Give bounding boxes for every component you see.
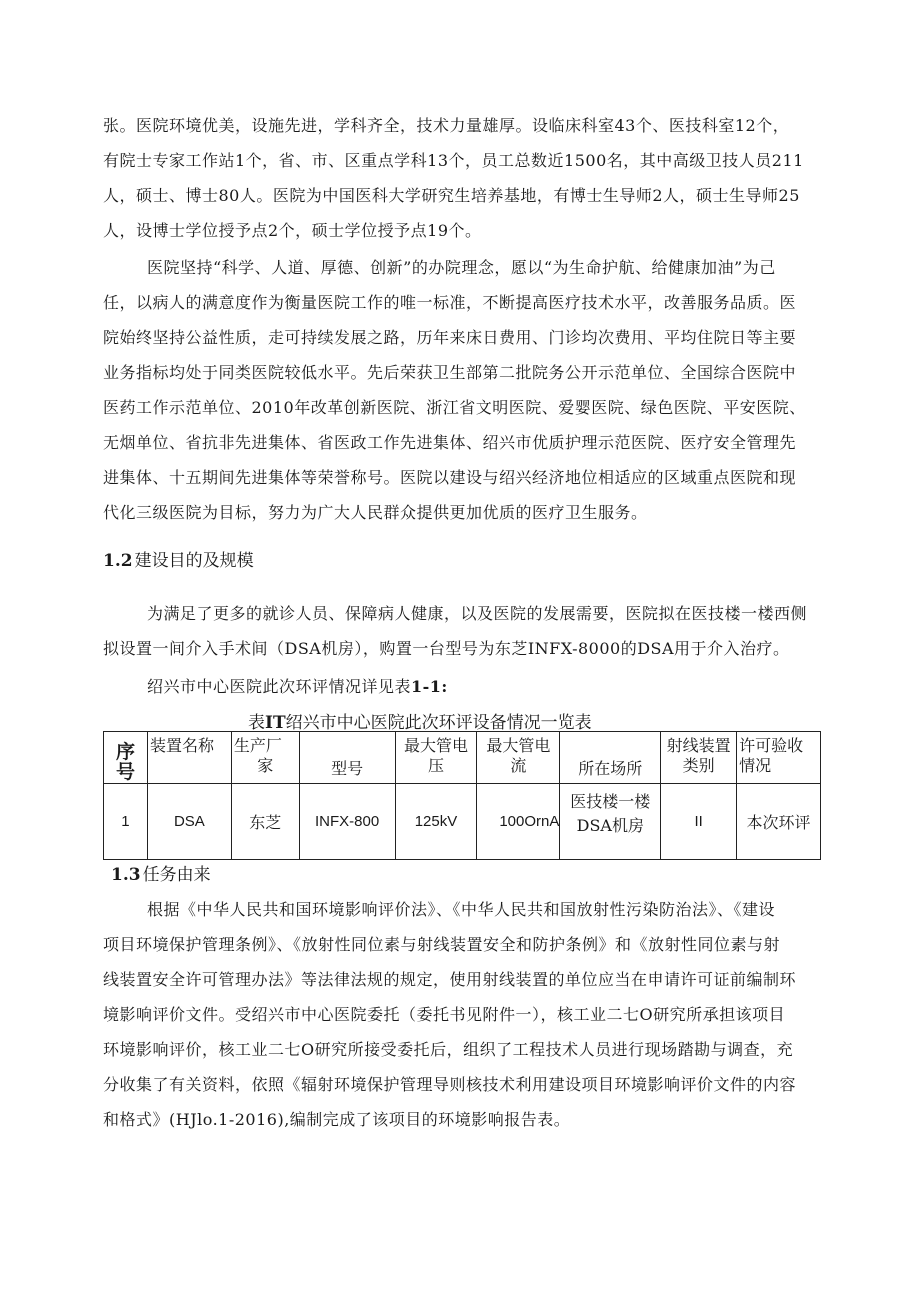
text-line: 根据《中华人民共和国环境影响评价法》、《中华人民共和国放射性污染防治法》、《建设	[147, 900, 776, 919]
section-heading-1-3	[111, 860, 211, 885]
paragraph-task-origin-cont	[103, 927, 823, 1137]
header-max-current-line2: 流	[510, 756, 527, 775]
section-title: 建设目的及规模	[134, 551, 254, 571]
header-location-text: 所在场所	[578, 759, 643, 778]
text-line: 为满足了更多的就诊人员、保障病人健康，以及医院的发展需要，医院拟在医技楼一楼西侧	[147, 604, 808, 623]
header-max-voltage	[395, 732, 477, 784]
header-model-text: 型号	[331, 759, 364, 778]
text-line: 人，设博士学位授予点2个，硕士学位授予点19个。	[103, 221, 482, 240]
paragraph-purpose	[147, 596, 823, 631]
header-license	[737, 732, 821, 784]
text-line: 进集体、十五期间先进集体等荣誉称号。医院以建设与绍兴经济地位相适应的区域重点医院和现	[103, 468, 797, 487]
section-title: 任务由来	[142, 865, 211, 885]
header-license-line2: 情况	[739, 756, 772, 775]
section-number: 1.2	[103, 551, 133, 571]
text-line: 线装置安全许可管理办法》等法律法规的规定，使用射线装置的单位应当在申请许可证前编制环	[103, 970, 797, 989]
paragraph-hospital-overview	[103, 108, 823, 248]
cell-model: INFX-800	[299, 784, 395, 860]
header-location	[560, 732, 661, 784]
cell-category: II	[661, 784, 737, 860]
header-seq-line1: 序	[115, 741, 135, 763]
header-seq	[104, 732, 148, 784]
header-model	[299, 732, 395, 784]
header-category	[661, 732, 737, 784]
header-max-current	[477, 732, 560, 784]
text-line: 境影响评价文件。受绍兴市中心医院委托（委托书见附件一），核工业二七O研究所承担该项目	[103, 1005, 786, 1024]
caption-prefix: 表	[248, 713, 265, 733]
text-line: 环境影响评价，核工业二七O研究所接受委托后，组织了工程技术人员进行现场踏勘与调查，充	[103, 1040, 794, 1059]
table-caption	[248, 708, 592, 733]
caption-text: 绍兴市中心医院此次环评设备情况一览表	[285, 713, 592, 733]
cell-manufacturer: 东芝	[231, 784, 299, 860]
cell-location-line2: DSA机房	[576, 816, 644, 835]
text-line: 项目环境保护管理条例》、《放射性同位素与射线装置安全和防护条例》和《放射性同位素与射	[103, 935, 781, 954]
text-line: 人，硕士、博士80人。医院为中国医科大学研究生培养基地，有博士生导师2人，硕士生导师25	[103, 186, 800, 205]
header-device-name-text: 装置名称	[149, 736, 214, 755]
text-line: 任，以病人的满意度作为衡量医院工作的唯一标准，不断提高医疗技术水平，改善服务品质。医	[103, 293, 797, 312]
text-line: 院始终坚持公益性质，走可持续发展之路，历年来床日费用、门诊均次费用、平均住院日等主要	[103, 328, 797, 347]
cell-seq: 1	[104, 784, 148, 860]
table-row	[104, 784, 821, 860]
header-manufacturer-line2: 家	[257, 756, 274, 775]
text-line: 分收集了有关资料，依照《辐射环境保护管理导则核技术利用建设项目环境影响评价文件的内容	[103, 1075, 797, 1094]
table-header-row	[104, 732, 821, 784]
header-max-voltage-line2: 压	[427, 756, 444, 775]
header-category-line1: 射线装置	[666, 736, 731, 755]
header-category-line2: 类别	[682, 756, 715, 775]
cell-location-line1: 医技楼一楼	[570, 792, 651, 811]
cell-location	[560, 784, 661, 860]
text-line: 代化三级医院为目标，努力为广大人民群众提供更加优质的医疗卫生服务。	[103, 503, 648, 522]
header-manufacturer	[231, 732, 299, 784]
table-reference-id: 1-1:	[411, 677, 448, 696]
cell-license: 本次环评	[737, 784, 821, 860]
header-manufacturer-line1: 生产厂	[233, 736, 282, 755]
header-max-current-line1: 最大管电	[486, 736, 551, 755]
paragraph-hospital-philosophy	[147, 250, 823, 285]
text-line: 和格式》(HJlo.1-2016),编制完成了该项目的环境影响报告表。	[103, 1110, 571, 1129]
table-reference-text: 绍兴市中心医院此次环评情况详见表	[147, 677, 412, 696]
paragraph-purpose-cont	[103, 631, 823, 666]
text-line: 张。医院环境优美，设施先进，学科齐全，技术力量雄厚。设临床科室43个、医技科室12个，	[103, 116, 790, 135]
cell-max-voltage: 125kV	[395, 784, 477, 860]
paragraph-task-origin	[147, 892, 823, 927]
section-number: 1.3	[111, 865, 141, 885]
cell-device-name: DSA	[147, 784, 231, 860]
header-max-voltage-line1: 最大管电	[403, 736, 468, 755]
header-license-line1: 许可验收	[739, 736, 804, 755]
caption-code: IT	[265, 713, 286, 733]
table-reference-line	[147, 674, 448, 697]
text-line: 医药工作示范单位、2010年改革创新医院、浙江省文明医院、爱婴医院、绿色医院、平安医院、	[103, 398, 806, 417]
text-line: 业务指标均处于同类医院较低水平。先后荣获卫生部第二批院务公开示范单位、全国综合医院中	[103, 363, 797, 382]
section-heading-1-2	[103, 546, 254, 571]
paragraph-hospital-philosophy-cont	[103, 285, 823, 530]
header-seq-line2: 号	[115, 761, 135, 783]
header-device-name	[147, 732, 231, 784]
cell-max-current: 100OrnA	[477, 784, 560, 860]
text-line: 有院士专家工作站1个，省、市、区重点学科13个，员工总数近1500名，其中高级卫技人员211	[103, 151, 804, 170]
text-line: 无烟单位、省抗非先进集体、省医政工作先进集体、绍兴市优质护理示范医院、医疗安全管理先	[103, 433, 797, 452]
text-line: 医院坚持“科学、人道、厚德、创新”的办院理念，愿以“为生命护航、给健康加油”为己	[147, 258, 776, 277]
text-line: 拟设置一间介入手术间（DSA机房），购置一台型号为东芝INFX-8000的DSA用于介入治疗。	[103, 639, 790, 658]
equipment-table	[103, 731, 821, 860]
